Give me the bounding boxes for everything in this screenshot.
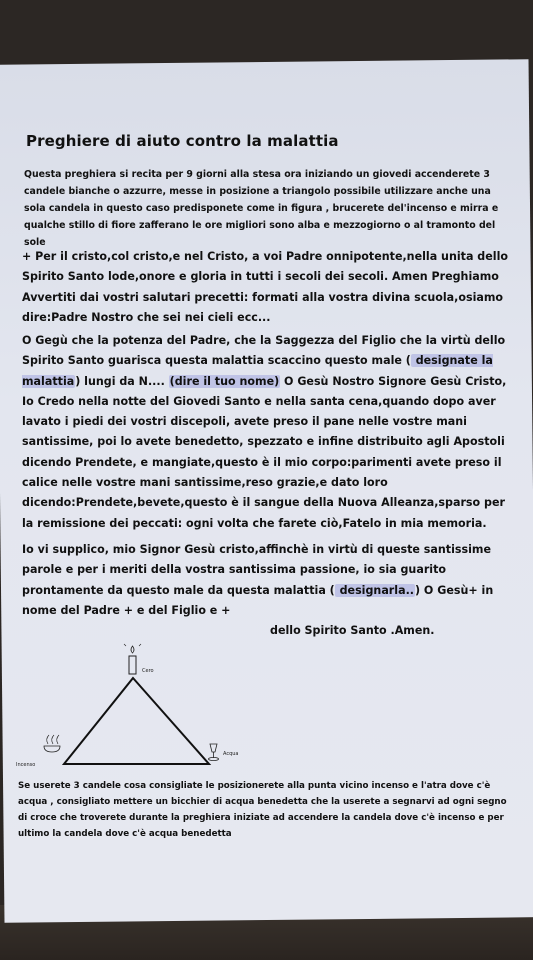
footer-note: Se userete 3 candele cosa consigliate le posizionerete alla punta vicino incenso e l'atra dove c'è acqua , consigliato mettere un bicchier di acqua benedetta che la userete a segnarvi ad ogni segno di croce che troverete durante la preghiera iniziate ad accendere la candela dove c'è incenso e per ultimo la candela dove c'è acqua benedetta [18, 781, 507, 839]
paragraph-2-text-a: O Gegù che la potenza del Padre, che la Saggezza del Figlio che la virtù dello Spirito Santo guarisca questa malattia scaccino questo male ( [22, 334, 506, 368]
paragraph-3-text-b: ) O Gesù+ in nome del Padre + e del Figlio e + [22, 583, 494, 617]
paragraph-2-text-b: ) lungi da N.... [75, 374, 169, 388]
highlight-dire-nome: (dire il tuo nome) [169, 374, 280, 388]
label-acqua: Acqua [223, 751, 239, 757]
paragraph-2-text-c: O Gesù Nostro Signore Gesù Cristo, Io Credo nella notte del Giovedi Santo e nella santa cena,quando dopo aver lavato i piedi dei vostri discepoli, avete preso il pane nelle vostre mani santissime, poi lo avete benedetto, spezzato e infine distribuito agli Apostoli dicendo Prendete, e mangiate,questo è il mio corpo:parimenti avete preso il calice nelle vostre mani santissime,reso grazie,e dato loro dicendo:Prendete,bevete,questo è il sangue della Nuova Alleanza,sparso per la remissione dei peccati: ogni volta che farete ciò,Fatelo in mia memoria. [22, 374, 507, 530]
incense-icon [44, 735, 60, 752]
paragraph-3-text-last: dello Spirito Santo .Amen. [270, 624, 435, 638]
paragraph-3-text-a: Io vi supplico, mio Signor Gesù cristo,affinchè in virtù di queste santissime parole e per i meriti della vostra santissima passione, io sia guarito prontamente da questo male da questa malattia ( [22, 543, 491, 597]
intro-text: Questa preghiera si recita per 9 giorni alla stesa ora iniziando un giovedi accenderete 3 candele bianche o azzurre, messe in posizione a triangolo possibile utilizzare anche una sola candela in questo caso predisponete come in figura , brucerete del'incenso e mirra e qualche stillo di fiore zafferano le ore migliori sono alba e mezzogiorno o al tramonto del sole [24, 169, 499, 248]
prayer-paragraph-2 [22, 331, 514, 534]
candle-triangle-diagram [8, 636, 268, 776]
triangle-shape [64, 678, 209, 764]
candle-icon [124, 644, 141, 674]
label-cero: Cero [142, 668, 154, 674]
highlight-designarla: designarla.. [335, 583, 414, 597]
prayer-paragraph-3 [22, 540, 514, 641]
label-incenso: Incenso [16, 762, 36, 768]
document-title: Preghiere di aiuto contro la malattia [26, 132, 339, 150]
highlight-designate-malattia: designate la malattia [22, 354, 493, 388]
water-glass-icon [209, 744, 219, 761]
prayer-paragraph-1: + Per il cristo,col cristo,e nel Cristo, a voi Padre onnipotente,nella unita dello Spirito Santo lode,onore e gloria in tutti i secoli dei secoli. Amen Preghiamo Avvertiti dai vostri salutari precetti: formati alla vostra divina scuola,osiamo dire:Padre Nostro che sei nei cieli ecc... [22, 250, 509, 324]
